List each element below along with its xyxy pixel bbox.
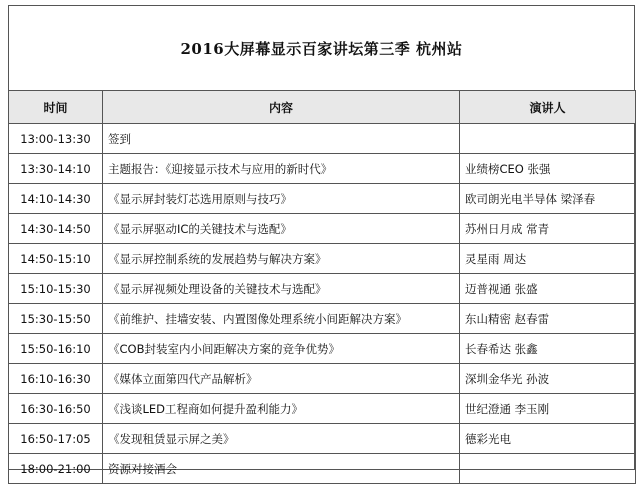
time-cell: 15:30-15:50 xyxy=(9,304,103,334)
table-row xyxy=(9,124,636,154)
time-cell: 14:30-14:50 xyxy=(9,214,103,244)
table-row xyxy=(9,394,636,424)
time-cell: 18:00-21:00 xyxy=(9,454,103,484)
speaker-cell: 深圳金华光 孙波 xyxy=(460,364,636,394)
speaker-cell: 苏州日月成 常青 xyxy=(460,214,636,244)
speaker-cell xyxy=(460,124,636,154)
schedule-sheet xyxy=(8,5,635,476)
speaker-cell: 德彩光电 xyxy=(460,424,636,454)
time-cell: 14:50-15:10 xyxy=(9,244,103,274)
content-cell: 《显示屏控制系统的发展趋势与解决方案》 xyxy=(103,244,460,274)
table-row xyxy=(9,154,636,184)
table-row xyxy=(9,364,636,394)
time-cell: 16:30-16:50 xyxy=(9,394,103,424)
content-cell: 《媒体立面第四代产品解析》 xyxy=(103,364,460,394)
table-row xyxy=(9,214,636,244)
header-row xyxy=(9,91,636,124)
speaker-cell: 欧司朗光电半导体 梁泽春 xyxy=(460,184,636,214)
header-speaker: 演讲人 xyxy=(460,91,636,124)
table-row xyxy=(9,244,636,274)
time-cell: 16:10-16:30 xyxy=(9,364,103,394)
table-row xyxy=(9,454,636,484)
content-cell: 《COB封装室内小间距解决方案的竞争优势》 xyxy=(103,334,460,364)
header-content: 内容 xyxy=(103,91,460,124)
time-cell: 13:00-13:30 xyxy=(9,124,103,154)
table-row xyxy=(9,274,636,304)
table-row xyxy=(9,424,636,454)
content-cell: 《显示屏视频处理设备的关键技术与选配》 xyxy=(103,274,460,304)
speaker-cell: 长春希达 张鑫 xyxy=(460,334,636,364)
time-cell: 14:10-14:30 xyxy=(9,184,103,214)
speaker-cell xyxy=(460,454,636,484)
content-cell: 主题报告：《迎接显示技术与应用的新时代》 xyxy=(103,154,460,184)
table-row xyxy=(9,304,636,334)
time-cell: 15:50-16:10 xyxy=(9,334,103,364)
content-cell: 《前维护、挂墙安装、内置图像处理系统小间距解决方案》 xyxy=(103,304,460,334)
content-cell: 《浅谈LED工程商如何提升盈利能力》 xyxy=(103,394,460,424)
speaker-cell: 灵星雨 周达 xyxy=(460,244,636,274)
time-cell: 16:50-17:05 xyxy=(9,424,103,454)
time-cell: 15:10-15:30 xyxy=(9,274,103,304)
content-cell: 《发现租赁显示屏之美》 xyxy=(103,424,460,454)
schedule-table xyxy=(8,90,636,484)
page-title: 2016大屏幕显示百家讲坛第三季 杭州站 xyxy=(180,39,463,58)
table-row xyxy=(9,334,636,364)
speaker-cell: 业绩榜CEO 张强 xyxy=(460,154,636,184)
speaker-cell: 迈普视通 张盛 xyxy=(460,274,636,304)
time-cell: 13:30-14:10 xyxy=(9,154,103,184)
content-cell: 《显示屏驱动IC的关键技术与选配》 xyxy=(103,214,460,244)
speaker-cell: 东山精密 赵春雷 xyxy=(460,304,636,334)
content-cell: 签到 xyxy=(103,124,460,154)
content-cell: 资源对接酒会 xyxy=(103,454,460,484)
content-cell: 《显示屏封装灯芯选用原则与技巧》 xyxy=(103,184,460,214)
speaker-cell: 世纪澄通 李玉刚 xyxy=(460,394,636,424)
header-time: 时间 xyxy=(9,91,103,124)
table-row xyxy=(9,184,636,214)
